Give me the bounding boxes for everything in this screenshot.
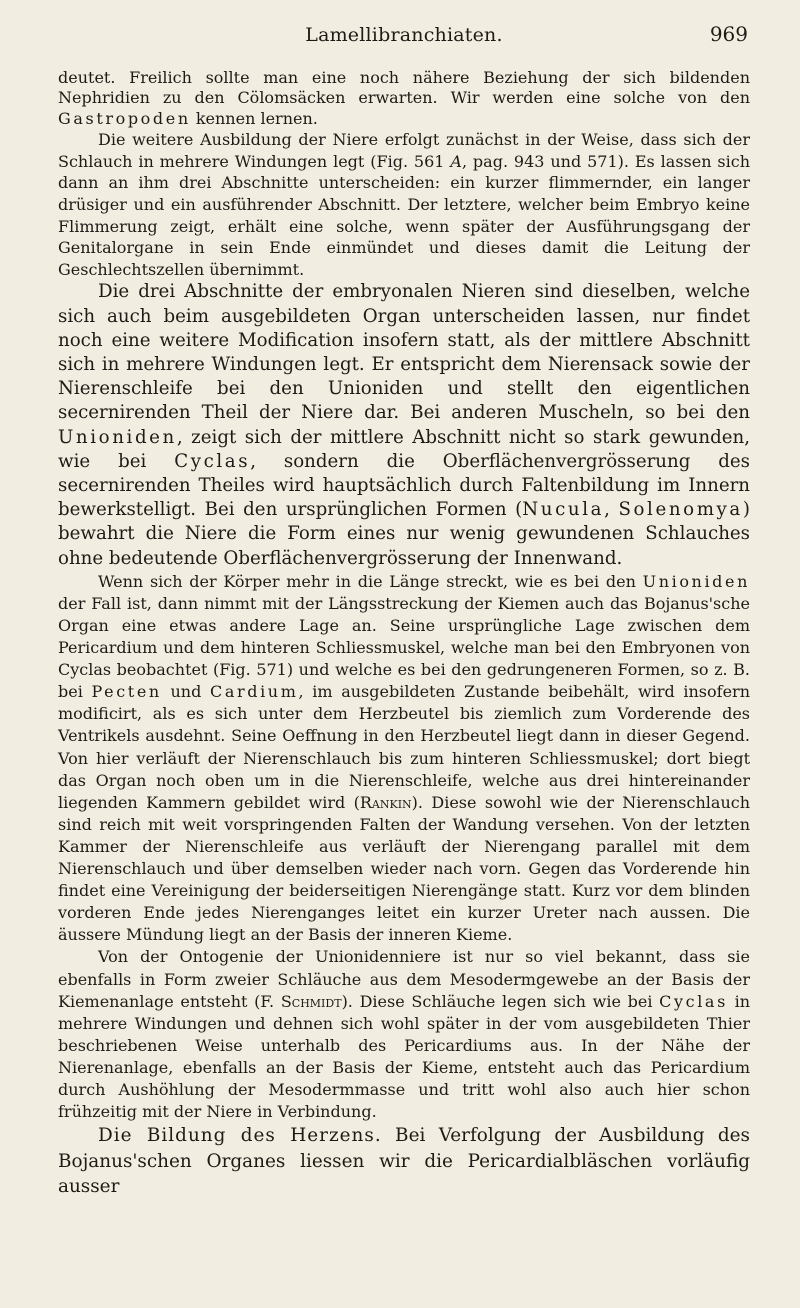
text-run: der Fall ist, dann nimmt mit der Längsstreckung der Kiemen auch das Bojanus'sche Organ eine etwas andere Lage an. Seine ursprüngliche Lage zwischen dem Pericardium und dem hinteren Schliessmuskel, welche man bei den Embryonen von Cyclas beobachtet (Fig. 571) und welche es bei den gedrungeneren Formen, so z. B. bei [58,593,750,702]
author-schmidt: Schmidt [280,991,342,1011]
emphasis-cyclas: Cyclas [659,991,728,1011]
paragraph-6 [58,1123,750,1200]
emphasis-gastropoden: Gastropoden [58,108,191,128]
text-run: Von der Ontogenie der Unionidenniere ist nur so viel bekannt, dass sie ebenfalls in Form zweier Schläuche aus dem Mesodermgewebe an der Basis der Kiemenanlage entsteht (F. [58,947,750,1011]
figure-ref-a: A [450,151,462,171]
emphasis-nucula: Nucula [522,499,605,521]
text-run: , zeigt sich der mittlere Abschnitt nicht so stark gewunden, wie bei [58,426,750,472]
emphasis-solenomya: Solenomya [618,499,743,521]
text-run: ). Diese Schläuche legen sich wie bei [341,991,660,1011]
page-number: 969 [709,22,748,46]
author-rankin: Rankin [359,792,412,812]
text-run: Die weitere Ausbildung der Niere erfolgt zunächst in der Weise, dass sich der Schlauch in mehrere Windungen legt (Fig. 561 [58,130,750,171]
text-run: Bei Verfolgung der Ausbildung des Bojanus'schen Organes liessen wir die Pericardialbläschen vorläufig ausser [58,1125,750,1198]
text-run: , sondern die Oberflächenvergrösserung des secernirenden Theiles wird hauptsächlich durch Faltenbildung im Innern bewerkstelligt. Bei den ursprünglichen Formen ( [58,450,750,521]
text-run: und [161,682,210,702]
paragraph-2 [58,129,750,280]
text-run: kennen lernen. [190,108,318,128]
text-run: , im ausgebildeten Zustande beibehält, wird insofern modificirt, als es sich unter dem Herzbeutel bis ziemlich zum Vorderende des Ventrikels ausdehnt. Seine Oeffnung in den Herzbeutel liegt dann in dieser Gegend. Von hier verläuft der Nierenschlauch bis zum hinteren Schliessmuskel; dort biegt das Organ noch oben um in die Nierenschleife, welche aus drei hintereinander liegenden Kammern gebildet wird ( [58,682,750,812]
section-heading: Die Bildung des Herzens. [98,1125,382,1147]
text-run: Die drei Abschnitte der embryonalen Nieren sind dieselben, welche sich auch beim ausgebildeten Organ unterscheiden lassen, nur findet noch eine weitere Modification insofern statt, als der mittlere Abschnitt sich in mehrere Windungen legt. Er entspricht dem Nierensack sowie der Nierenschleife bei den Unioniden und stellt den eigentlichen secernirenden Theil der Niere dar. Bei anderen Muscheln, so bei den [58,281,750,424]
emphasis-unioniden: Unioniden [58,426,177,448]
paragraph-4 [58,571,750,947]
emphasis-cardium: Cardium [210,682,299,702]
body-text [58,68,750,1200]
emphasis-unioniden: Unioniden [642,571,750,591]
paragraph-1 [58,68,750,129]
paragraph-3 [58,280,750,570]
running-head [58,20,750,68]
text-run: ). Diese sowohl wie der Nierenschlauch sind reich mit weit vorspringenden Falten der Wandung versehen. Von der letzten Kammer der Nierenschleife aus verläuft der Nierengang parallel mit dem Nierenschlauch und über demselben wieder nach vorn. Gegen das Vorderende hin findet eine Vereinigung der beiderseitigen Nierengänge statt. Kurz vor dem blinden vorderen Ende jedes Nierenganges leitet ein kurzer Ureter nach aussen. Die äussere Mündung liegt an der Basis der inneren Kieme. [58,792,751,945]
emphasis-cyclas: Cyclas [174,450,251,472]
text-run: Wenn sich der Körper mehr in die Länge streckt, wie es bei den [98,571,643,591]
emphasis-pecten: Pecten [91,682,162,702]
text-run: , [604,499,619,521]
text-run: in mehrere Windungen und dehnen sich wohl später in der vom ausgebildeten Thier beschriebenen Weise unterhalb des Pericardiums aus. In der Nähe der Nierenanlage, ebenfalls an der Basis der Kieme, entsteht auch das Pericardium durch Aushöhlung der Mesodermmasse und tritt wohl also auch hier schon frühzeitig mit der Niere in Verbindung. [58,991,751,1122]
paragraph-5 [58,946,750,1123]
text-run: , pag. 943 und 571). Es lassen sich dann an ihm drei Abschnitte unterscheiden: ein kurzer flimmernder, ein langer drüsiger und ein ausführender Abschnitt. Der letztere, welcher beim Embryo keine Flimmerung zeigt, erhält eine solche, wenn später der Ausführungsgang der Genitalorgane in sein Ende einmündet und dieses damit die Leitung der Geschlechtszellen übernimmt. [58,151,751,279]
text-run: ) bewahrt die Niere die Form eines nur wenig gewundenen Schlauches ohne bedeutende Oberflächenvergrösserung der Innenwand. [58,499,750,569]
running-title: Lamellibranchiaten. [305,24,503,46]
text-run: deutet. Freilich sollte man eine noch nähere Beziehung der sich bildenden Nephridien zu den Cölomsäcken erwarten. Wir werden eine solche von den [58,68,750,108]
